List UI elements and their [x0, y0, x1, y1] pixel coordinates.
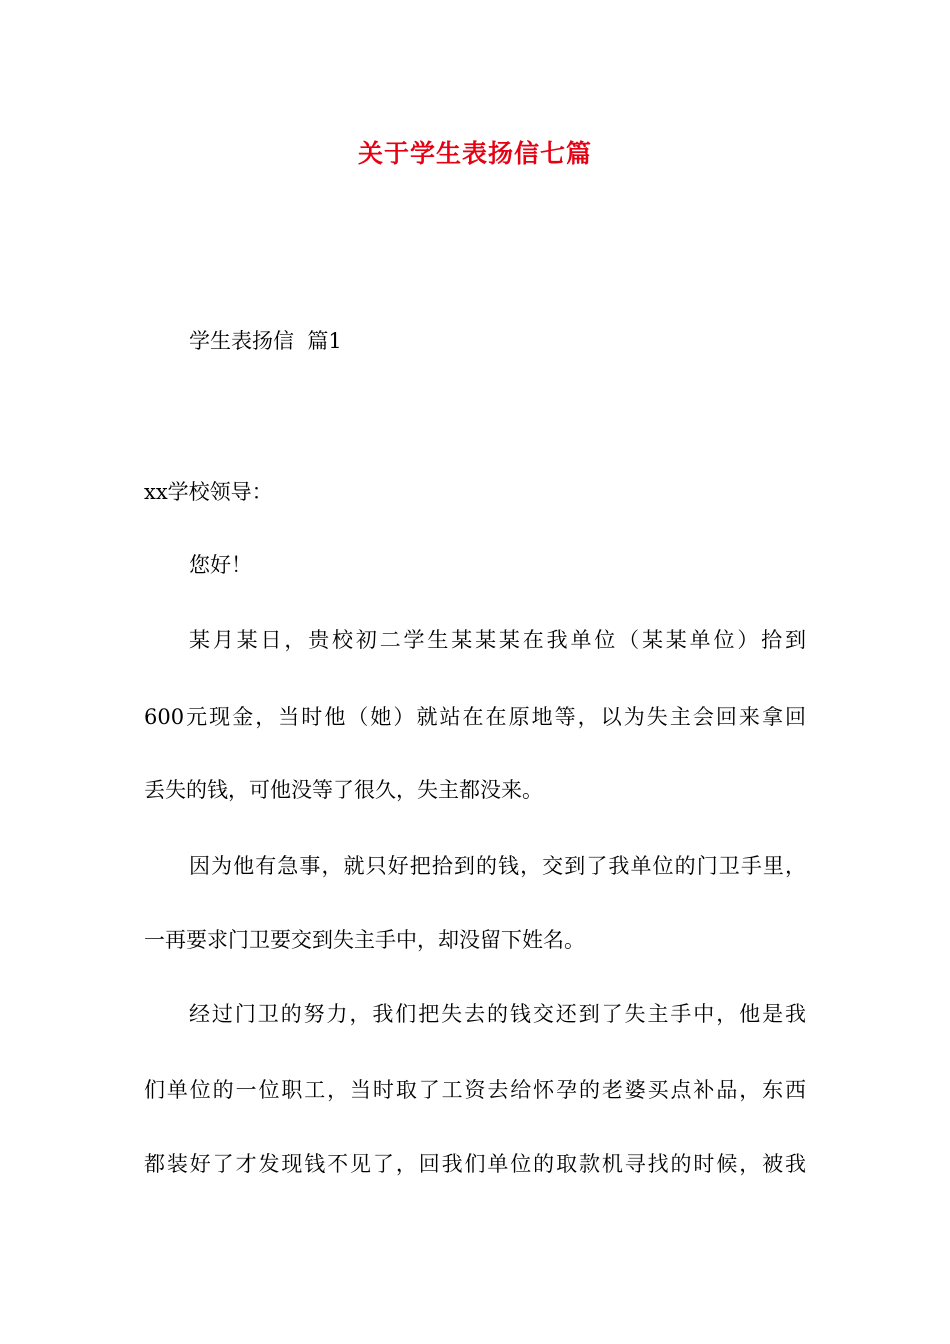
body-line-8: 都装好了才发现钱不见了，回我们单位的取款机寻找的时候，被我 [144, 1152, 806, 1176]
document-title: 关于学生表扬信七篇 [357, 139, 592, 168]
section-heading: 学生表扬信 篇1 [189, 329, 342, 353]
salutation: xx学校领导： [144, 480, 273, 504]
body-line-1: 某月某日，贵校初二学生某某某在我单位（某某单位）拾到 [189, 628, 806, 652]
body-line-5: 一再要求门卫要交到失主手中，却没留下姓名。 [144, 928, 585, 952]
greeting: 您好！ [189, 553, 252, 577]
body-line-7: 们单位的一位职工，当时取了工资去给怀孕的老婆买点补品，东西 [144, 1078, 806, 1102]
body-line-2: 600元现金，当时他（她）就站在在原地等，以为失主会回来拿回 [144, 705, 806, 729]
body-line-6: 经过门卫的努力，我们把失去的钱交还到了失主手中，他是我 [189, 1002, 806, 1026]
body-line-4: 因为他有急事，就只好把拾到的钱，交到了我单位的门卫手里， [189, 854, 806, 878]
body-line-3: 丢失的钱，可他没等了很久，失主都没来。 [144, 778, 543, 802]
